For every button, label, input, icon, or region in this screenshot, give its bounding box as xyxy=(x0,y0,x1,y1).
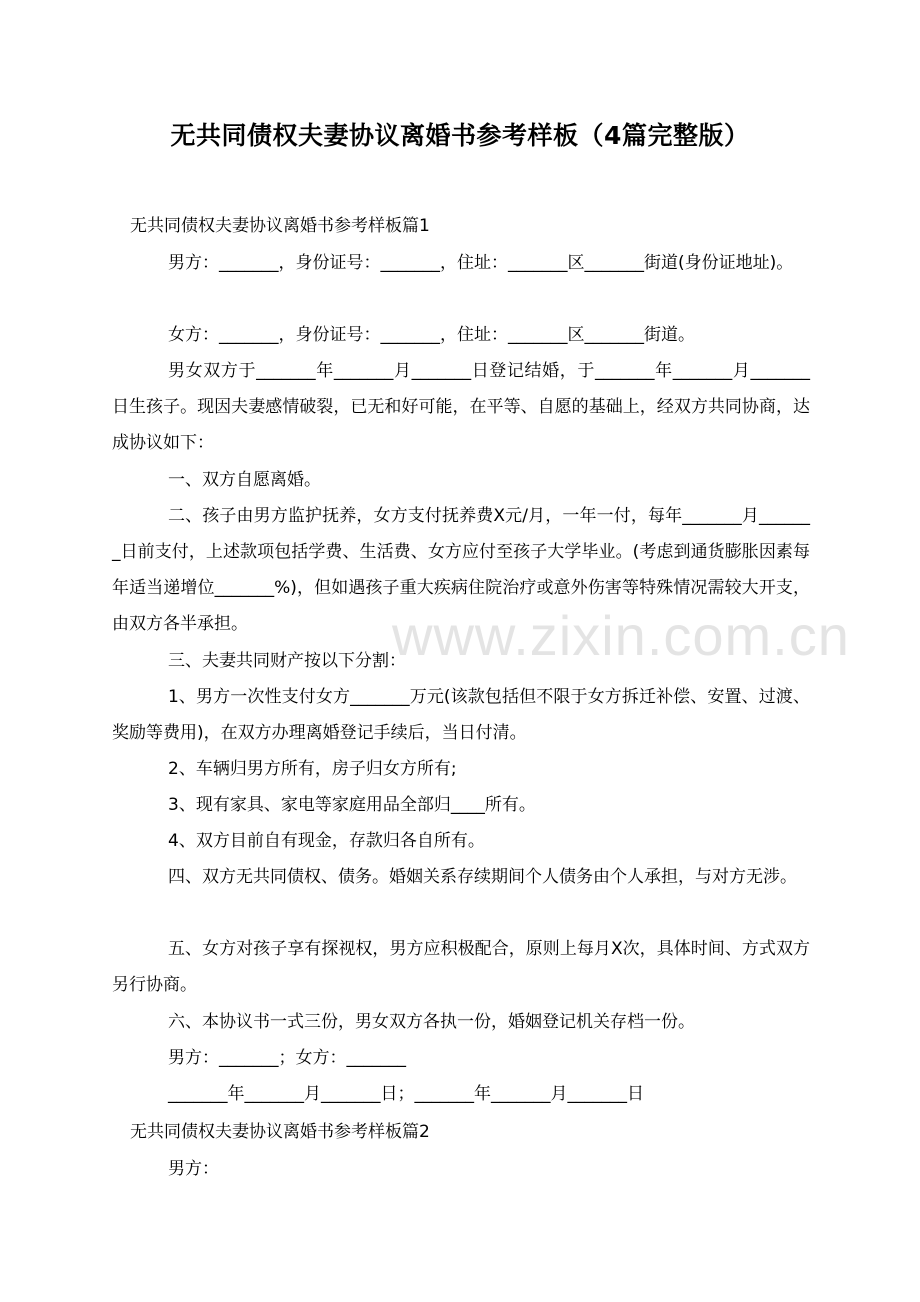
clause-3-property: 三、夫妻共同财产按以下分割： xyxy=(168,651,406,671)
property-item-3: 3、现有家具、家电等家庭用品全部归____所有。 xyxy=(168,795,536,815)
section-2-male-party: 男方： xyxy=(168,1159,219,1179)
clause-5-visitation: 五、女方对孩子享有探视权，男方应积极配合，原则上每月X次，具体时间、方式双方另行协商。 xyxy=(112,939,810,995)
section-1-heading: 无共同债权夫妻协议离婚书参考样板篇1 xyxy=(130,216,430,236)
paragraph-female-party: 女方：_______，身份证号：_______，住址：_______区_______街道。 xyxy=(168,325,695,345)
watermark: www.zixin.com.cn xyxy=(392,604,850,667)
paragraph-marriage-info: 男女双方于_______年_______月_______日登记结婚，于_______年_______月_______日生孩子。现因夫妻感情破裂，已无和好可能，在平等、自愿的基础上，经双方共同协商，达成协议如下： xyxy=(112,361,810,453)
signature-line: 男方：_______；女方：_______ xyxy=(168,1048,406,1068)
property-item-1: 1、男方一次性支付女方_______万元(该款包括但不限于女方拆迁补偿、安置、过渡、奖励等费用)，在双方办理离婚登记手续后，当日付清。 xyxy=(112,687,810,743)
property-item-2: 2、车辆归男方所有，房子归女方所有; xyxy=(168,759,457,779)
section-2-heading: 无共同债权夫妻协议离婚书参考样板篇2 xyxy=(130,1122,430,1142)
clause-2-child-custody: 二、孩子由男方监护抚养，女方支付抚养费X元/月，一年一付，每年_______月_______日前支付，上述款项包括学费、生活费、女方应付至孩子大学毕业。(考虑到通货膨胀因素每年适当递增位_______%)，但如遇孩子重大疾病住院治疗或意外伤害等特殊情况需较大开支，由双方各半承担。 xyxy=(112,506,810,634)
clause-1: 一、双方自愿离婚。 xyxy=(168,470,321,490)
clause-6-copies: 六、本协议书一式三份，男女双方各执一份，婚姻登记机关存档一份。 xyxy=(168,1012,695,1032)
clause-4-debts: 四、双方无共同债权、债务。婚姻关系存续期间个人债务由个人承担，与对方无涉。 xyxy=(168,867,797,887)
document-title: 无共同债权夫妻协议离婚书参考样板（4篇完整版） xyxy=(170,121,750,150)
paragraph-male-party: 男方：_______，身份证号：_______，住址：_______区_______街道(身份证地址)。 xyxy=(168,253,794,273)
property-item-4: 4、双方目前自有现金，存款归各自所有。 xyxy=(168,831,485,851)
date-line: _______年_______月_______日；_______年_______月_______日 xyxy=(168,1084,644,1104)
